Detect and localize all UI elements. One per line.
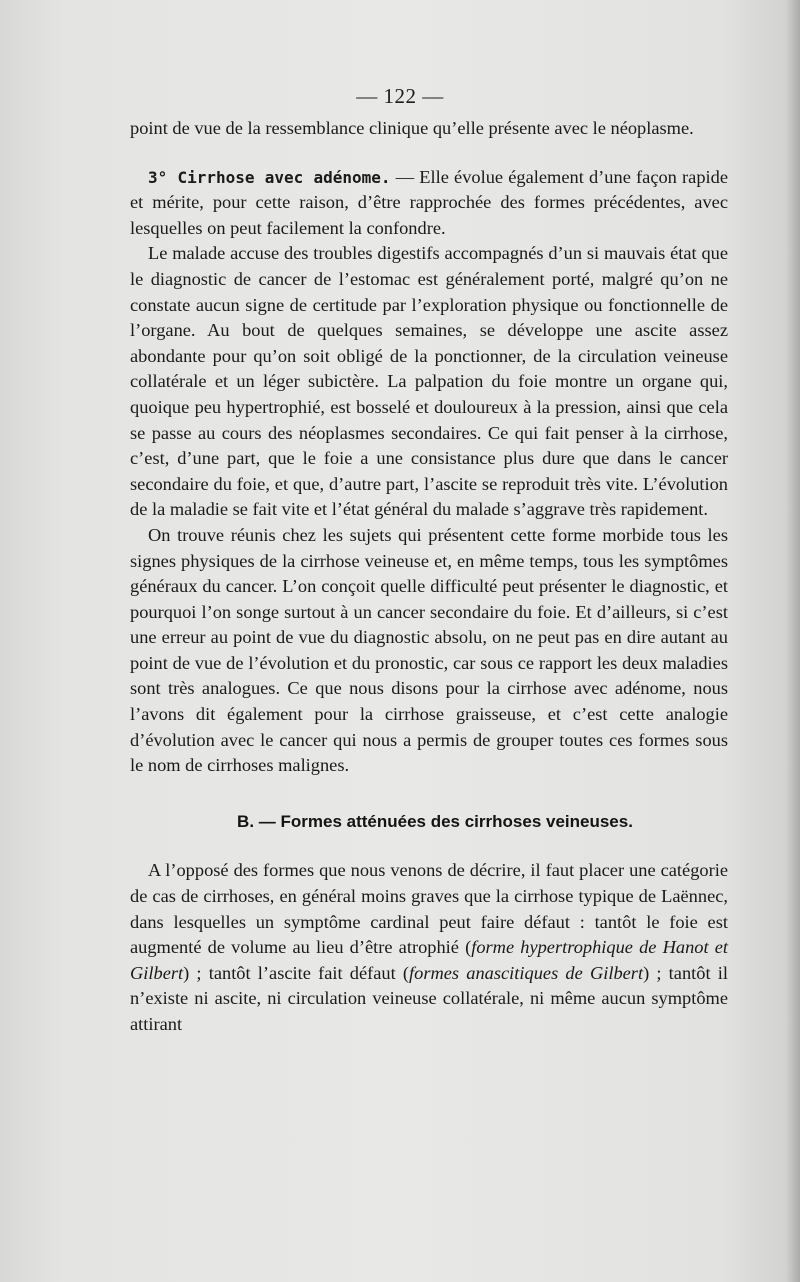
italic-term: formes anascitiques de Gilbert [409, 962, 644, 983]
italic-term: forme hypertrophique de Hanot et Gilbert [130, 937, 728, 983]
paragraph-diagnosis: On trouve réunis chez les sujets qui présentent cette forme morbide tous les signes physiques de la cirrhose veineuse et, en même temps, tous les symptômes généraux du cancer. L’on conçoit quelle difficulté peut présenter le diagnostic, et pourquoi l’on songe surtout à un cancer secondaire du foie. Et d’ailleurs, si c’est une erreur au point de vue du diagnostic absolu, on ne peut pas en dire autant au point de vue de l’évolution et du pronostic, car sous ce rapport les deux maladies sont très analogues. Ce que nous disons pour la cirrhose avec adénome, nous l’avons dit également pour la cirrhose graisseuse, et c’est cette analogie d’évolution avec le cancer qui nous a permis de grouper toutes ces formes sous le nom de cirrhoses malignes. [130, 524, 728, 776]
page-number: — 122 — [356, 84, 444, 108]
paragraph-symptoms: Le malade accuse des troubles digestifs accompagnés d’un si mauvais état que le diagnostic de cancer de l’estomac est généralement porté, malgré qu’on ne constate aucun signe de certitude par l’exploration physique ou fonctionnelle de l’organe. Au bout de quelques semaines, se développe une ascite assez abondante pour qu’on soit obligé de la ponctionner, de la circulation veineuse collatérale et un léger subictère. La palpation du foie montre un organe qui, quoique peu hypertrophié, est bosselé et douloureux à la pression, ainsi que cela se passe au cours des néoplasmes secondaires. Ce qui fait penser à la cirrhose, c’est, d’une part, que le foie a une consistance plus dure que dans le cancer secondaire du foie, et que, d’autre part, l’ascite se reproduit très vite. L’évolution de la maladie se fait vite et l’état général du malade s’aggrave très rapidement. [130, 243, 728, 520]
text-run: A l’opposé des formes que nous venons de décrire, il faut placer une catégorie de cas de cirrhoses, en général moins graves que la cirrhose typique de Laënnec, dans lesquelles un symptôme cardinal peut faire défaut : tantôt le foie est augmenté de volume au lieu d’être atrophié ( [130, 860, 728, 958]
section-b-heading: B. — Formes atténuées des cirrhoses veineuses. [237, 811, 633, 831]
text-run: ) ; tantôt l’ascite fait défaut ( [183, 962, 410, 983]
body-text [130, 116, 728, 1038]
spacer [130, 779, 728, 809]
text-run: ) ; tantôt il n’existe ni ascite, ni circulation veineuse collatérale, ni même aucun symptôme attirant [130, 962, 728, 1034]
paragraph-continuation: point de vue de la ressemblance clinique qu’elle présente avec le néoplasme. [130, 118, 694, 138]
spacer [130, 142, 728, 165]
paragraph-attenuated-forms [130, 858, 728, 1037]
page-edge-shadow [786, 0, 800, 1282]
section-3-paragraph [130, 165, 728, 242]
section-3-text: — Elle évolue également d’une façon rapide et mérite, pour cette raison, d’être rapprochée des formes précédentes, avec lesquelles on peut facilement la confondre. [130, 166, 728, 238]
spacer [130, 834, 728, 858]
section-3-heading: 3° Cirrhose avec adénome. [148, 167, 391, 187]
